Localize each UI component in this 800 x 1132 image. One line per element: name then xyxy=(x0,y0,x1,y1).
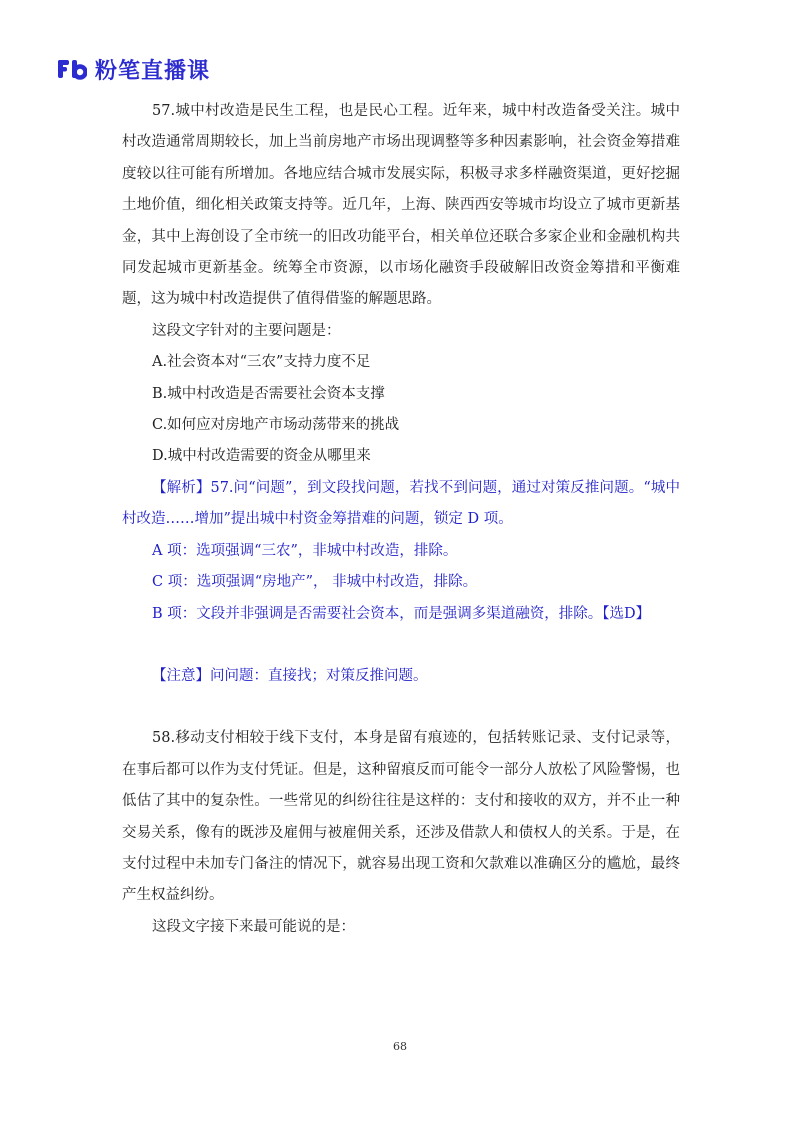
analysis-option-b: B 项：文段并非强调是否需要社会资本，而是强调多渠道融资，排除。【选D】 xyxy=(152,605,651,622)
spacer xyxy=(122,630,680,661)
option-a: A.社会资本对“三农”支持力度不足 xyxy=(152,354,371,371)
analysis-option-a: A 项：选项强调“三农”，非城中村改造，排除。 xyxy=(152,542,458,559)
spacer xyxy=(122,692,680,723)
option-c: C.如何应对房地产市场动荡带来的挑战 xyxy=(152,417,400,434)
note-57: 【注意】问问题：直接找；对策反推问题。 xyxy=(152,667,428,684)
option-b: B.城中村改造是否需要社会资本支撑 xyxy=(152,385,385,402)
page-number: 68 xyxy=(393,1040,407,1053)
brand-logo xyxy=(57,53,210,85)
question-58-stem: 58.移动支付相较于线下支付，本身是留有痕迹的，包括转账记录、支付记录等，在事后都可以作为支付凭证。但是，这种留痕反而可能令一部分人放松了风险警惕，也低估了其中的复杂性。一些常见的纠纷往往是这样的：支付和接收的双方，并不止一种交易关系，像有的既涉及雇佣与被雇佣关系，还涉及借款人和债权人的关系。于是，在支付过程中未加专门备注的情况下，就容易出现工资和欠款难以准确区分的尴尬，最终产生权益纠纷。 xyxy=(122,730,680,904)
question-57-prompt: 这段文字针对的主要问题是： xyxy=(152,322,341,339)
analysis-option-c: C 项：选项强调“房地产”， 非城中村改造，排除。 xyxy=(152,574,478,591)
fb-logo-icon xyxy=(57,58,87,80)
page-content xyxy=(122,96,680,943)
option-d: D.城中村改造需要的资金从哪里来 xyxy=(152,448,371,465)
question-58-prompt: 这段文字接下来最可能说的是： xyxy=(152,918,355,935)
question-57-stem: 57.城中村改造是民生工程，也是民心工程。近年来，城中村改造备受关注。城中村改造通常周期较长，加上当前房地产市场出现调整等多种因素影响，社会资金筹措难度较以往可能有所增加。各地应结合城市发展实际，积极寻求多样融资渠道，更好挖掘土地价值，细化相关政策支持等。近几年，上海、陕西西安等城市均设立了城市更新基金，其中上海创设了全市统一的旧改功能平台，相关单位还联合多家企业和金融机构共同发起城市更新基金。统筹全市资源，以市场化融资手段破解旧改资金筹措和平衡难题，这为城中村改造提供了值得借鉴的解题思路。 xyxy=(122,103,680,308)
logo-text: 粉笔直播课 xyxy=(95,58,211,84)
analysis-57: 【解析】57.问“问题”，到文段找问题，若找不到问题，通过对策反推问题。“城中村改造……增加”提出城中村资金筹措难的问题，锁定 D 项。 xyxy=(122,479,680,528)
